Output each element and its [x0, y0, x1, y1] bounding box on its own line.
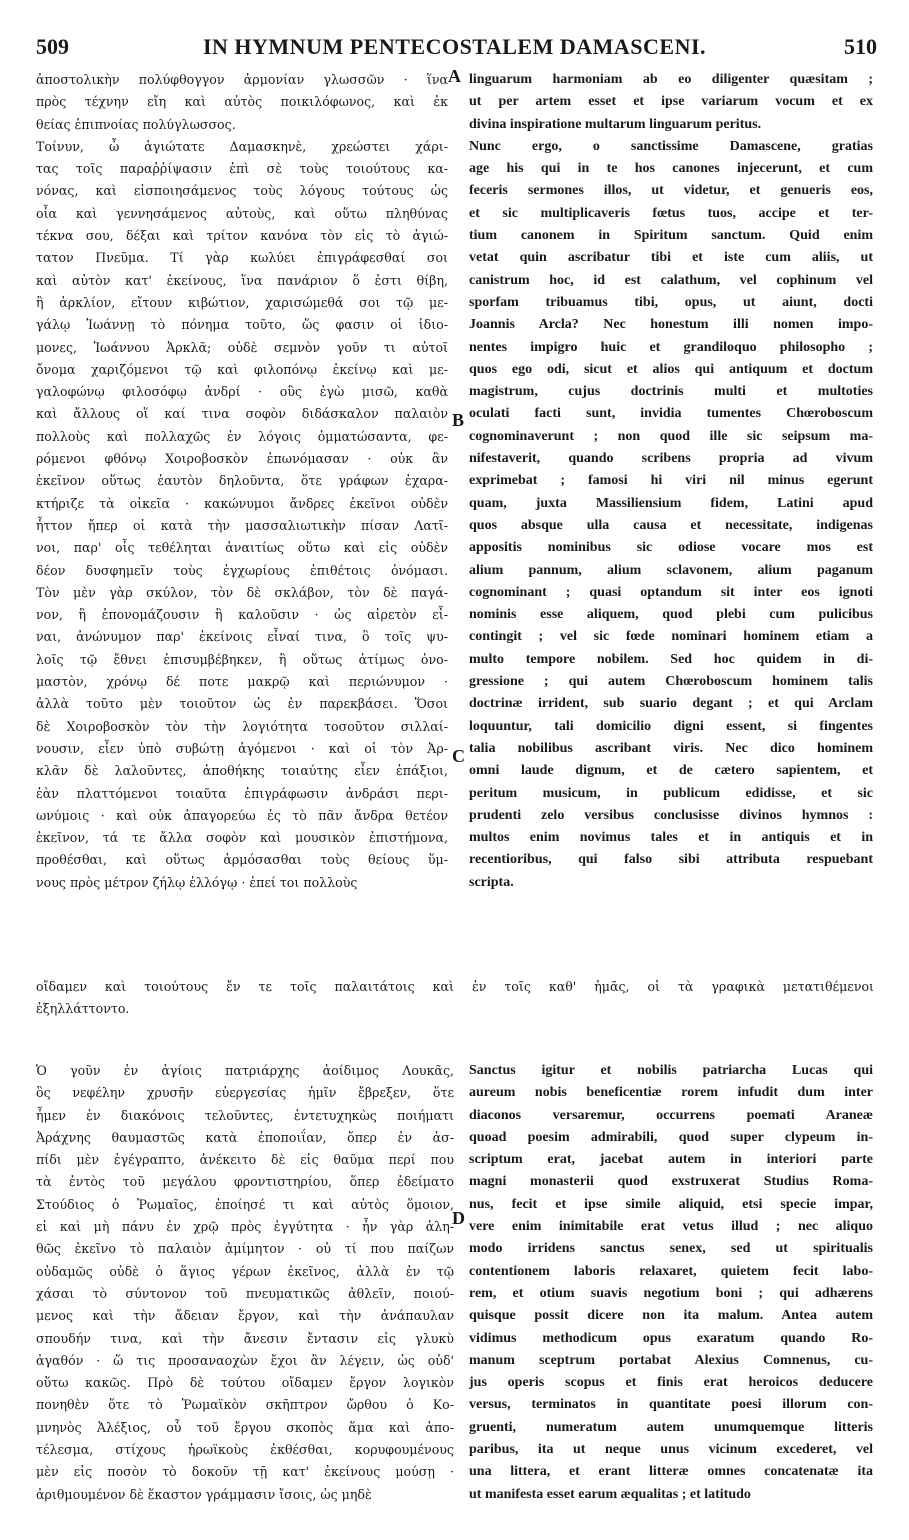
text-line: feceris sermones illos, ut videtur, et genueris eos, [469, 183, 873, 199]
text-line: νόνας, καὶ εἰσποιησάμενος τοὺς λόγους τούτους ὡς [36, 183, 448, 199]
text-line: τέλεσμα, στίχους ἡρωϊκοὺς ἐκθέσθαι, κορυφουμένους [36, 1442, 454, 1458]
text-line: Στούδιος ὁ Ῥωμαῖος, ἐποίησέ τι καὶ αὐτὸς ὅμοιον, [36, 1196, 454, 1212]
text-line: nominis esse aliquem, quod plebi cum pulicibus [469, 607, 873, 623]
margin-marker-d: D [452, 1208, 465, 1228]
latin-column-top [469, 69, 873, 894]
text-line: doctrinæ irrident, sub suario degant ; et qui Arclam [469, 696, 873, 712]
text-line: καὶ αὐτὸν κατ' ἐκείνους, ἵνα πανάριον ὅ ἐστι θίβη, [36, 272, 448, 288]
text-line: μὲν εἰς ποσὸν τὸ δοκοῦν τῇ κατ' ἐκείνους μούσῃ · [36, 1464, 454, 1480]
text-line: καὶ ἄλλους οἵ καί τινα σοφὸν διδάσκαλον παλαιὸν [36, 406, 448, 422]
latin-column-bottom [469, 1060, 873, 1506]
text-line: ρόμενοι φθόνῳ Χοιροβοσκὸν ἐπωνόμασαν · οὐκ ἂν [36, 451, 448, 467]
text-line: γαλοφώνῳ φιλοσόφῳ ἀνδρί · οὓς ἐγὼ μισῶ, καθὰ [36, 384, 448, 400]
text-line: alium pannum, alium sclavonem, alium paganum [469, 562, 873, 578]
margin-marker-a: A [448, 66, 461, 86]
text-line: Ἀράχνης θαυμαστῶς κατὰ ἐποποιΐαν, ὅπερ ἐν ἀσ- [36, 1129, 454, 1145]
text-line: πίδι μὲν ἐγέγραπτο, ἀνέκειτο δὲ εἰς θαῦμα περί που [36, 1152, 454, 1168]
text-line: tium canonem in Spiritum sanctum. Quid enim [469, 228, 873, 244]
text-line: μενος καὶ τὴν ἄδειαν ἔργον, καὶ τὴν ἀνάπαυλαν [36, 1308, 454, 1324]
text-line: vetat quin ascribatur tibi et iste cum aliis, ut [469, 250, 873, 266]
text-line: recentioribus, qui falso sibi attributa respuebant [469, 852, 873, 868]
text-line: quisque possit dicere non ita malum. Antea autem [469, 1308, 873, 1324]
text-line: scriptum erat, jacebat autem in interiori parte [469, 1152, 873, 1168]
text-line: εἰ καὶ μὴ πάνυ ἐν χρῷ πρὸς ἐγγύτητα · ἦν γὰρ ἀλη- [36, 1219, 454, 1235]
text-line: modo irridens sanctus senex, sed ut spiritualis [469, 1241, 873, 1257]
text-line: ἀγαθόν · ὥ τις προσαναοχὼν ἔχοι ἂν λέγειν, ὡς οὐδ' [36, 1352, 454, 1368]
text-line: linguarum harmoniam ab eo diligenter quæsitam ; [469, 72, 873, 87]
text-line: μνηνὸς Ἀλέξιος, οὗ τοῦ ἔργου σκοπὸς ἅμα καὶ ἀπο- [36, 1419, 454, 1435]
text-line: νον, ἢ ἐπονομάζουσιν ἢ καλοῦσιν · ὡς αἱρετὸν εἶ- [36, 607, 448, 623]
text-line: μονες, Ἰωάννου Ἀρκλᾶ; οὐδὲ σεμνὸν γοῦν τι αὐτοῖ [36, 339, 448, 355]
text-line: γάλῳ Ἰωάννῃ τὸ πόνημα τοῦτο, ὥς φασιν οἱ ἰδιο- [36, 317, 448, 333]
text-line: πολλοὺς καὶ πολλαχῶς ἐν λόγοις ὀμματώσαντα, φε- [36, 428, 448, 444]
text-line: λοῖς τῷ ἔθνει ἐπισυμβέβηκεν, ἢ οὕτως ἀτίμως ὀνο- [36, 651, 448, 667]
greek-column-bottom [36, 1060, 454, 1506]
text-line: θῶς ἐκεῖνο τὸ παλαιὸν ἀμίμητον · οὐ τί που παίζων [36, 1241, 454, 1257]
text-line: vere enim inimitabile erat vetus illud ; nec aliquo [469, 1219, 873, 1235]
running-title: IN HYMNUM PENTECOSTALEM DAMASCENI. [202, 34, 707, 59]
text-line: sporfam tribuamus tibi, opus, ut aiunt, docti [469, 294, 873, 310]
text-line: loquuntur, tali domicilio digni essent, si fingentes [469, 718, 873, 734]
full-width-greek-line-end: ἐξηλλάττοντο. [36, 1001, 130, 1016]
text-line: gressione ; qui autem Chœroboscum hominem talis [469, 674, 873, 690]
text-line: Ὁ γοῦν ἐν ἁγίοις πατριάρχης ἀοίδιμος Λουκᾶς, [36, 1063, 454, 1078]
text-line: Sanctus igitur et nobilis patriarcha Lucas qui [469, 1063, 873, 1078]
text-line: cognominant ; quasi optandum sit inter eos ignoti [469, 584, 873, 600]
text-line: Nunc ergo, o sanctissime Damascene, gratias [469, 138, 873, 154]
text-line: ἧττον ἤπερ οἱ κατὰ τὴν μασσαλιωτικὴν πίσαν Λατῖ- [36, 517, 448, 533]
text-line: oculati facti sunt, invidia tumentes Chœroboscum [469, 406, 873, 422]
text-line: scripta. [469, 874, 514, 890]
page-number-right: 510 [844, 34, 877, 59]
margin-marker-b: B [452, 410, 465, 430]
text-line: nifestaverit, quando scribens propria ad vivum [469, 451, 873, 467]
text-line: ἀριθμουμένον δὲ ἕκαστον γράμμασιν ἴσοις, ὡς μηδὲ [36, 1486, 372, 1502]
text-line: τας τοῖς παραῤῥίψασιν ἐπὶ σὲ τοὺς τοιούτους κα- [36, 161, 448, 177]
text-line: πονηθὲν ὅτε τὸ Ῥωμαϊκὸν σκῆπτρον ὤρθου ὁ Κο- [36, 1397, 454, 1413]
text-line: divina inspiratione multarum linguarum peritus. [469, 116, 762, 132]
text-line: οὕτω κακῶς. Πρὸ δὲ τούτου οἴδαμεν ἔργον λογικὸν [36, 1375, 454, 1391]
text-line: δέον δυσφημεῖν τοὺς ἐγχωρίους ἐπιθέτοις ὀνόμασι. [36, 562, 448, 578]
text-line: θείας ἐπιπνοίας πολύγλωσσος. [36, 116, 236, 132]
text-line: ἐὰν πλαττόμενοι τοιαῦτα ἐπιγράφωσιν ἀνδράσι περι- [36, 785, 448, 801]
text-line: multo tempore nobilem. Sed hoc quidem in di- [469, 651, 873, 667]
text-line: rem, et otium suavis negotium boni ; qui adhærens [469, 1285, 873, 1301]
text-line: magistrum, cujus doctrinis multi et multoties [469, 384, 873, 400]
text-line: versus, terminatos in quantitate poesi illorum con- [469, 1397, 873, 1413]
text-line: ἦμεν ἐν διακόνοις τελοῦντες, ἐντετυχηκὼς ποιήματι [36, 1107, 454, 1123]
text-line: Τοίνυν, ὦ ἁγιώτατε Δαμασκηνὲ, χρεώστει χάρι- [36, 138, 448, 154]
text-line: νοι, παρ' οἷς τεθέληται ἀναιτίως οὕτω καὶ εἰς οὐδὲν [36, 540, 448, 556]
text-line: diaconos versaremur, occurrens poemati Araneæ [469, 1107, 873, 1123]
text-line: κλᾶν δὲ λαλοῦντες, ἀποθήκης τοιαύτης εἶεν ἐπάξιοι, [36, 763, 448, 779]
text-line: σπουδήν τινα, καὶ τὴν ἄνεσιν ἔντασιν εἰς γλυκὺ [36, 1330, 454, 1346]
page-header [32, 34, 877, 64]
text-line: ut per artem esset et ipse variarum vocum et ex [469, 94, 873, 110]
text-line: ὄνομα χαριζόμενοι τῷ καὶ φιλοπόνῳ ἐκείνῳ καὶ με- [36, 361, 448, 377]
text-line: quos ego odi, sicut et alios qui antiquum et doctum [469, 361, 873, 377]
text-line: χάσαι τὸ σύντονον τοῦ πνευματικῶς ἀθλεῖν, ποιού- [36, 1285, 454, 1301]
full-width-greek-line: οἴδαμεν καὶ τοιούτους ἔν τε τοῖς παλαιτάτοις καὶ ἐν τοῖς καθ' ἡμᾶς, οἱ τὰ γραφικὰ μετατιθέμενοι [36, 979, 874, 994]
text-line: talia nobilibus ascribant viris. Nec dico hominem [469, 740, 873, 756]
text-line: δὲ Χοιροβοσκὸν τὸν τὴν λογιότητα τοσοῦτον σιλλαί- [36, 718, 448, 734]
text-line: appositis nominibus sic odiose vocare mos est [469, 540, 873, 556]
text-line: Τὸν μὲν γὰρ σκύλον, τὸν δὲ σκλάβον, τὸν δὲ παγά- [36, 584, 448, 600]
text-line: οἷα καὶ γεννησάμενος αὐτοὺς, καὶ οὕτω πληθύνας [36, 205, 448, 221]
text-line: paribus, ita ut neque unus vicinum excederet, vel [469, 1442, 873, 1458]
text-line: peritum musicum, in publicum edidisse, et sic [469, 785, 873, 801]
text-line: prudenti zelo versibus conclusisse divinos hymnos : [469, 807, 873, 823]
text-line: vidimus methodicum opus exaratum quando Ro- [469, 1330, 873, 1346]
text-line: τατον Πνεῦμα. Τί γὰρ κωλύει ἐπιγράφεσθαί σοι [36, 250, 448, 266]
text-line: ut manifesta esset earum æqualitas ; et latitudo [469, 1486, 751, 1502]
text-line: ἀποστολικὴν πολύφθογγον ἁρμονίαν γλωσσῶν · ἵνα [36, 72, 448, 87]
text-line: προθέσθαι, καὶ οὕτως ἁρμόσασθαι τοὺς θείους ὕμ- [36, 852, 448, 868]
text-line: νους πρὸς μέτρον ζήλῳ ἐλλόγῳ · ἐπεί τοι πολλοὺς [36, 874, 358, 890]
text-line: contingit ; vel sic fœde nominari hominem etiam a [469, 629, 873, 645]
text-line: nentes impigro huic et grandiloquo philosopho ; [469, 339, 873, 355]
text-line: ἀλλὰ τοῦτο μὲν τοιοῦτον ὡς ἐν παρεκβάσει. Ὅσοι [36, 696, 448, 712]
text-line: quam, juxta Massiliensium fidem, Latini apud [469, 495, 873, 511]
page-number-left: 509 [36, 34, 69, 59]
text-line: ὃς νεφέλην χρυσῆν εὐεργεσίας ἡμῖν ἔβρεξεν, ὅτε [36, 1085, 454, 1101]
text-line: et sic multiplicaveris fœtus tuos, accipe et ter- [469, 205, 873, 221]
text-line: νουσιν, εἶεν ὑπὸ συβώτῃ ἀγόμενοι · καὶ οἱ τὸν Ἀρ- [36, 740, 448, 756]
text-line: ωνύμοις · καὶ οὐκ ἀπαγορεύω ἐς τὸ πᾶν ἄνδρα θετέον [36, 807, 448, 823]
margin-marker-c: C [452, 746, 465, 766]
text-line: aureum nobis beneficentiæ rorem infudit dum inter [469, 1085, 873, 1101]
text-line: magni monasterii quod exstruxerat Studius Roma- [469, 1174, 873, 1190]
text-line: quoad poesim admirabili, quod super clypeum in- [469, 1129, 873, 1145]
text-line: ἐκεῖνον οὕτως ἑαυτὸν δηλοῦντα, ὅτε γράφων ἐχαρα- [36, 473, 448, 489]
text-line: jus operis scopus et finis erat heroicos deducere [469, 1375, 873, 1391]
text-line: nus, fecit et ipse simile aliquid, etsi specie impar, [469, 1196, 873, 1212]
text-line: ναι, ἀνώνυμον παρ' ἐκείνοις εἶναί τινα, ὃ τοῖς ψυ- [36, 629, 448, 645]
text-line: τὰ ἐντὸς τοῦ μεγάλου φροντιστηρίου, ὅπερ ἐδείματο [36, 1174, 454, 1190]
text-line: κτήριζε τὰ οἰκεῖα · κακώνυμοι ἄνδρες ἐκεῖνοι οὐδὲν [36, 495, 448, 511]
text-line: μαστὸν, χρόνῳ δέ ποτε μακρῷ καὶ περιώνυμον · [36, 674, 448, 690]
text-line: quos absque ulla causa et necessitate, indigenas [469, 517, 873, 533]
text-line: canistrum hoc, id est calathum, vel cophinum vel [469, 272, 873, 288]
text-line: οὐδαμῶς οὐδὲ ὁ ἅγιος γέρων ἐκεῖνος, ἀλλὰ ἐν τῷ [36, 1263, 454, 1279]
text-line: manum sceptrum portabat Alexius Comnenus, cu- [469, 1352, 873, 1368]
text-line: age his qui in te hos canones injecerunt, et cum [469, 161, 873, 177]
text-line: πρὸς τέχνην εἴη καὶ αὐτὸς ποικιλόφωνος, καὶ ἐκ [36, 94, 448, 110]
text-line: exprimebat ; famosi hi viri nil minus egerunt [469, 473, 873, 489]
text-line: ἢ ἀρκλίον, εἴτουν κιβώτιον, χαρισώμεθά σοι τῷ με- [36, 294, 448, 310]
greek-column-top [36, 69, 448, 894]
text-line: τέκνα σου, δέξαι καὶ τρίτον κανόνα τὸν εἰς τὸ ἁγιώ- [36, 228, 448, 244]
text-line: omni laude dignum, et de cætero sapientem, et [469, 763, 873, 779]
text-line: multos enim novimus tales et in antiquis et in [469, 830, 873, 846]
text-line: gruenti, numeratum autem unumquemque litteris [469, 1419, 873, 1435]
text-line: contentionem laboris relaxaret, quietem fecit labo- [469, 1263, 873, 1279]
text-line: ἐκεῖνον, τά τε ἄλλα σοφὸν καὶ μουσικὸν ἐπιστήμονα, [36, 830, 448, 846]
text-line: una littera, et erant litteræ omnes concatenatæ ita [469, 1464, 873, 1480]
text-line: cognominaverunt ; non quod ille sic seipsum ma- [469, 428, 873, 444]
text-line: Joannis Arcla? Nec honestum illi nomen impo- [469, 317, 873, 333]
